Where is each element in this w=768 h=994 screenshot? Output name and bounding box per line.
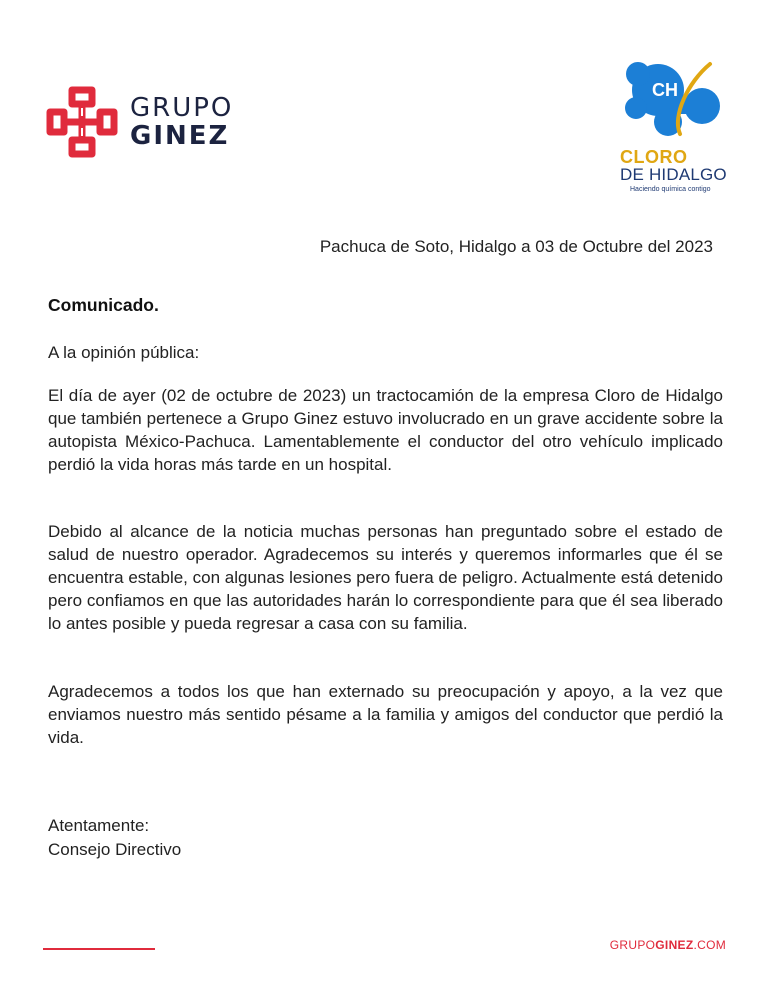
closing-salutation: Atentamente: xyxy=(48,816,150,835)
footer-divider xyxy=(43,948,155,950)
cloro-mark-text: CH xyxy=(652,80,678,100)
cloro-logo-tagline: Haciendo química contigo xyxy=(630,185,711,193)
footer-url-part2: GINEZ xyxy=(655,938,694,952)
closing-block xyxy=(48,814,181,862)
cloro-logo-line2: DE HIDALGO xyxy=(620,165,727,184)
footer-website xyxy=(560,938,726,952)
grupo-ginez-logo xyxy=(42,82,233,162)
footer-url-part3: .COM xyxy=(693,938,726,952)
cloro-logo-line1: CLORO xyxy=(620,147,688,167)
paragraph-operator-status: Debido al alcance de la noticia muchas personas han preguntado sobre el estado de salud de nuestro operador. Agradecemos su interés y queremos informarles que él se encuentra estable, con algunas lesiones pero fuera de peligro. Actualmente está detenido pero confiamos en que las autoridades harán lo correspondiente para que él sea liberado lo antes posible y pueda regresar a casa con su familia. xyxy=(48,522,723,633)
paragraph-accident: El día de ayer (02 de octubre de 2023) un tractocamión de la empresa Cloro de Hidalgo que también pertenece a Grupo Ginez estuvo involucrado en un grave accidente sobre la autopista México-Pachuca. Lamentablemente el conductor del otro vehículo implicado perdió la vida horas más tarde en un hospital. xyxy=(48,386,723,474)
cloro-molecule-icon xyxy=(622,52,726,148)
grupo-ginez-logo-line2: GINEZ xyxy=(130,121,230,151)
date-line: Pachuca de Soto, Hidalgo a 03 de Octubre del 2023 xyxy=(319,237,713,256)
closing-signatory: Consejo Directivo xyxy=(48,840,182,859)
letter-heading: Comunicado. xyxy=(48,295,159,315)
footer-url-part1: GRUPO xyxy=(609,938,656,952)
paragraph-condolences: Agradecemos a todos los que han externado su preocupación y apoyo, a la vez que enviamos nuestro más sentido pésame a la familia y amigos del conductor que perdió la vida. xyxy=(48,682,723,747)
grupo-ginez-knot-icon xyxy=(42,82,122,162)
grupo-ginez-logo-line1: GRUPO xyxy=(130,93,234,123)
salutation: A la opinión pública: xyxy=(48,343,200,362)
cloro-de-hidalgo-logo xyxy=(620,52,730,193)
